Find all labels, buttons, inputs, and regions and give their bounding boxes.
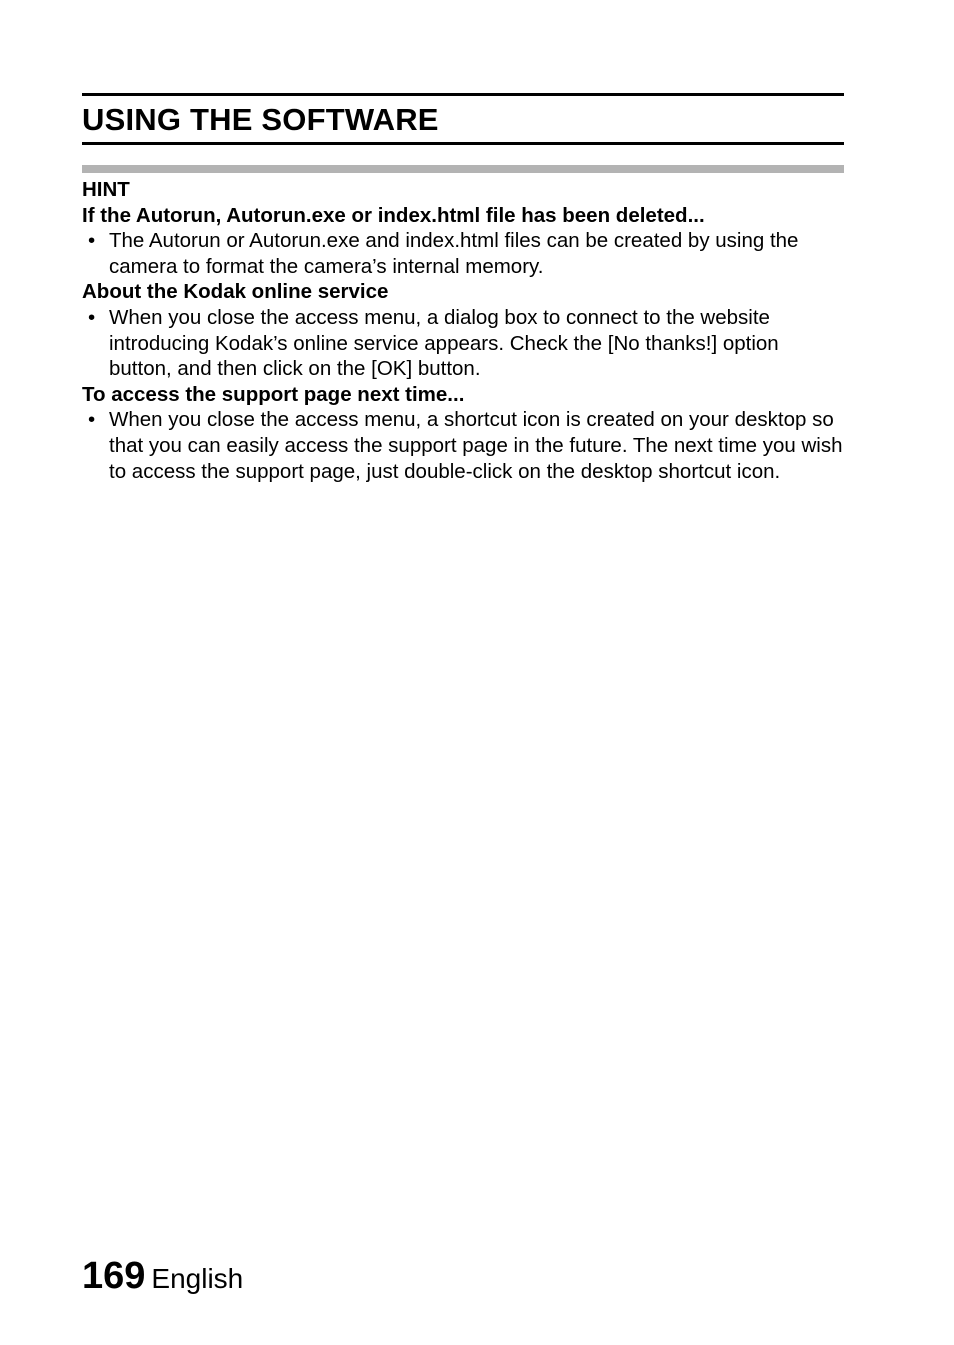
section-header xyxy=(82,93,844,145)
hint-heading-kodak: About the Kodak online service xyxy=(82,280,389,304)
hint-box xyxy=(82,177,844,484)
bullet-dot-icon: • xyxy=(88,229,96,253)
hint-bullet-autorun xyxy=(82,228,844,279)
hint-bullet-text: When you close the access menu, a shortcut icon is created on your desktop so that you can easily access the support page in the future. The next time you wish to access the support page, just double-click on the desktop shortcut icon. xyxy=(109,408,843,483)
hint-label: HINT xyxy=(82,178,130,201)
hint-bullet-text: The Autorun or Autorun.exe and index.html files can be created by using the camera to format the camera’s internal memory. xyxy=(109,229,799,278)
page-footer xyxy=(82,1255,243,1298)
hint-bullet-text: When you close the access menu, a dialog box to connect to the website introducing Kodak’s online service appears. Check the [No thanks!] option button, and then click on the [OK] button. xyxy=(109,305,779,381)
page-number: 169 xyxy=(82,1255,146,1297)
hint-bullet-support xyxy=(82,407,844,484)
bullet-dot-icon: • xyxy=(88,305,96,329)
hint-heading-autorun: If the Autorun, Autorun.exe or index.html file has been deleted... xyxy=(82,203,705,227)
hint-bullet-kodak xyxy=(82,305,844,382)
hint-heading-support: To access the support page next time... xyxy=(82,382,465,406)
page-language: English xyxy=(151,1263,244,1294)
bullet-dot-icon: • xyxy=(88,408,96,432)
hint-divider-bar xyxy=(82,165,844,173)
page-title: USING THE SOFTWARE xyxy=(82,102,439,137)
